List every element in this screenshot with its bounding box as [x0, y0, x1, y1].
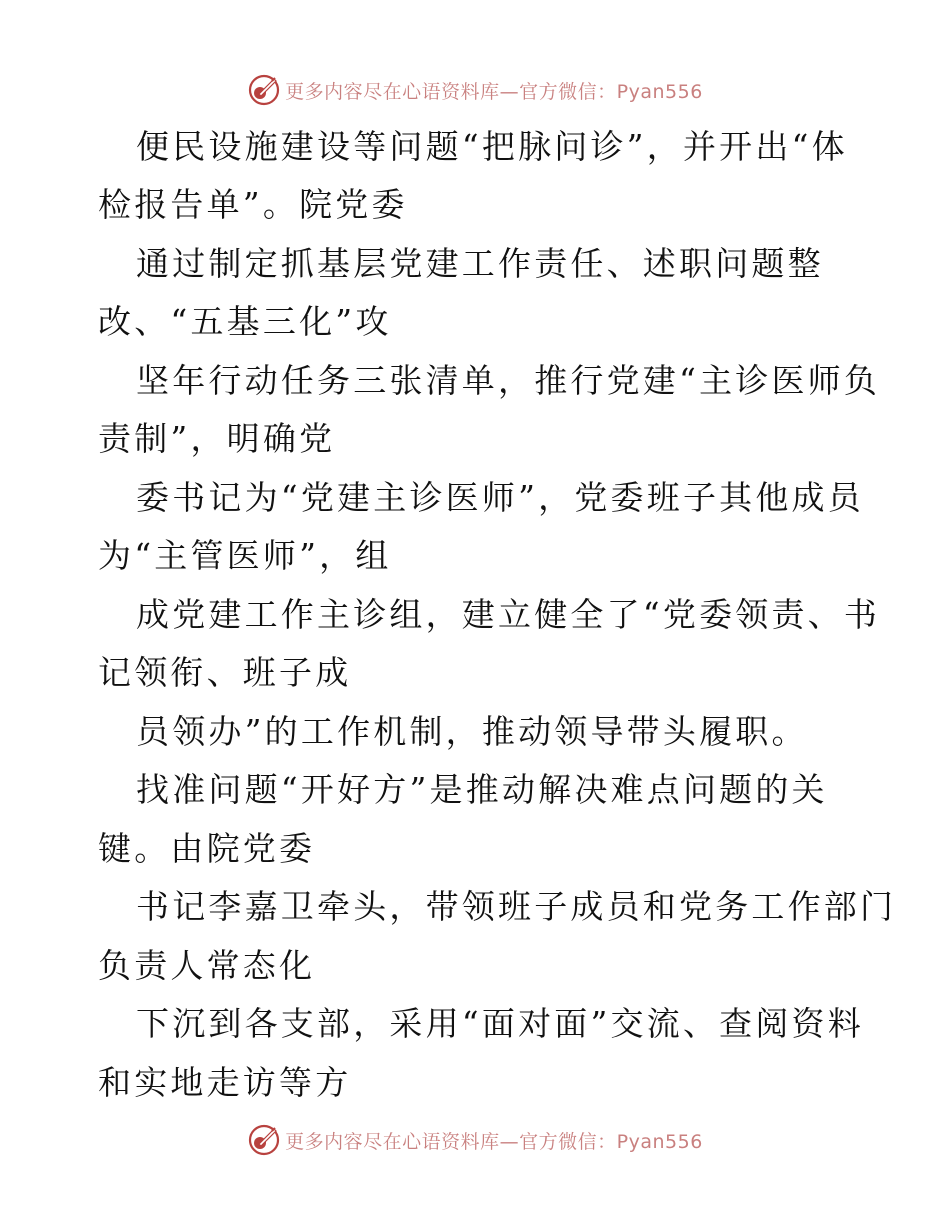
footer-banner [0, 1120, 950, 1160]
text-line: 为“主管医师”，组 [98, 536, 392, 575]
text-line: 记领衔、班子成 [98, 653, 352, 692]
text-line: 坚年行动任务三张清单，推行党建“主诊医师负 [136, 361, 881, 400]
pen-circle-logo-icon [247, 73, 281, 107]
text-line: 员领办”的工作机制，推动领导带头履职。 [136, 712, 808, 751]
text-line: 找准问题“开好方”是推动解决难点问题的关 [136, 770, 828, 809]
text-line: 通过制定抓基层党建工作责任、述职问题整 [136, 244, 824, 283]
footer-banner-text: 更多内容尽在心语资料库—官方微信：Pyan556 [285, 1130, 703, 1153]
text-line: 负责人常态化 [98, 946, 316, 985]
text-line: 和实地走访等方 [98, 1063, 352, 1102]
text-line: 书记李嘉卫牵头，带领班子成员和党务工作部门 [136, 887, 897, 926]
text-line: 成党建工作主诊组，建立健全了“党委领责、书 [136, 595, 881, 634]
text-line: 改、“五基三化”攻 [98, 302, 392, 341]
text-line: 委书记为“党建主诊医师”，党委班子其他成员 [136, 478, 864, 517]
text-line: 责制”，明确党 [98, 419, 336, 458]
text-line: 便民设施建设等问题“把脉问诊”，并开出“体 [136, 127, 848, 166]
text-line: 键。由院党委 [98, 829, 316, 868]
text-line: 下沉到各支部，采用“面对面”交流、查阅资料 [136, 1004, 864, 1043]
text-line: 检报告单”。院党委 [98, 185, 408, 224]
header-banner-text: 更多内容尽在心语资料库—官方微信：Pyan556 [285, 80, 703, 103]
pen-circle-logo-icon [247, 1123, 281, 1157]
header-banner [0, 70, 950, 110]
